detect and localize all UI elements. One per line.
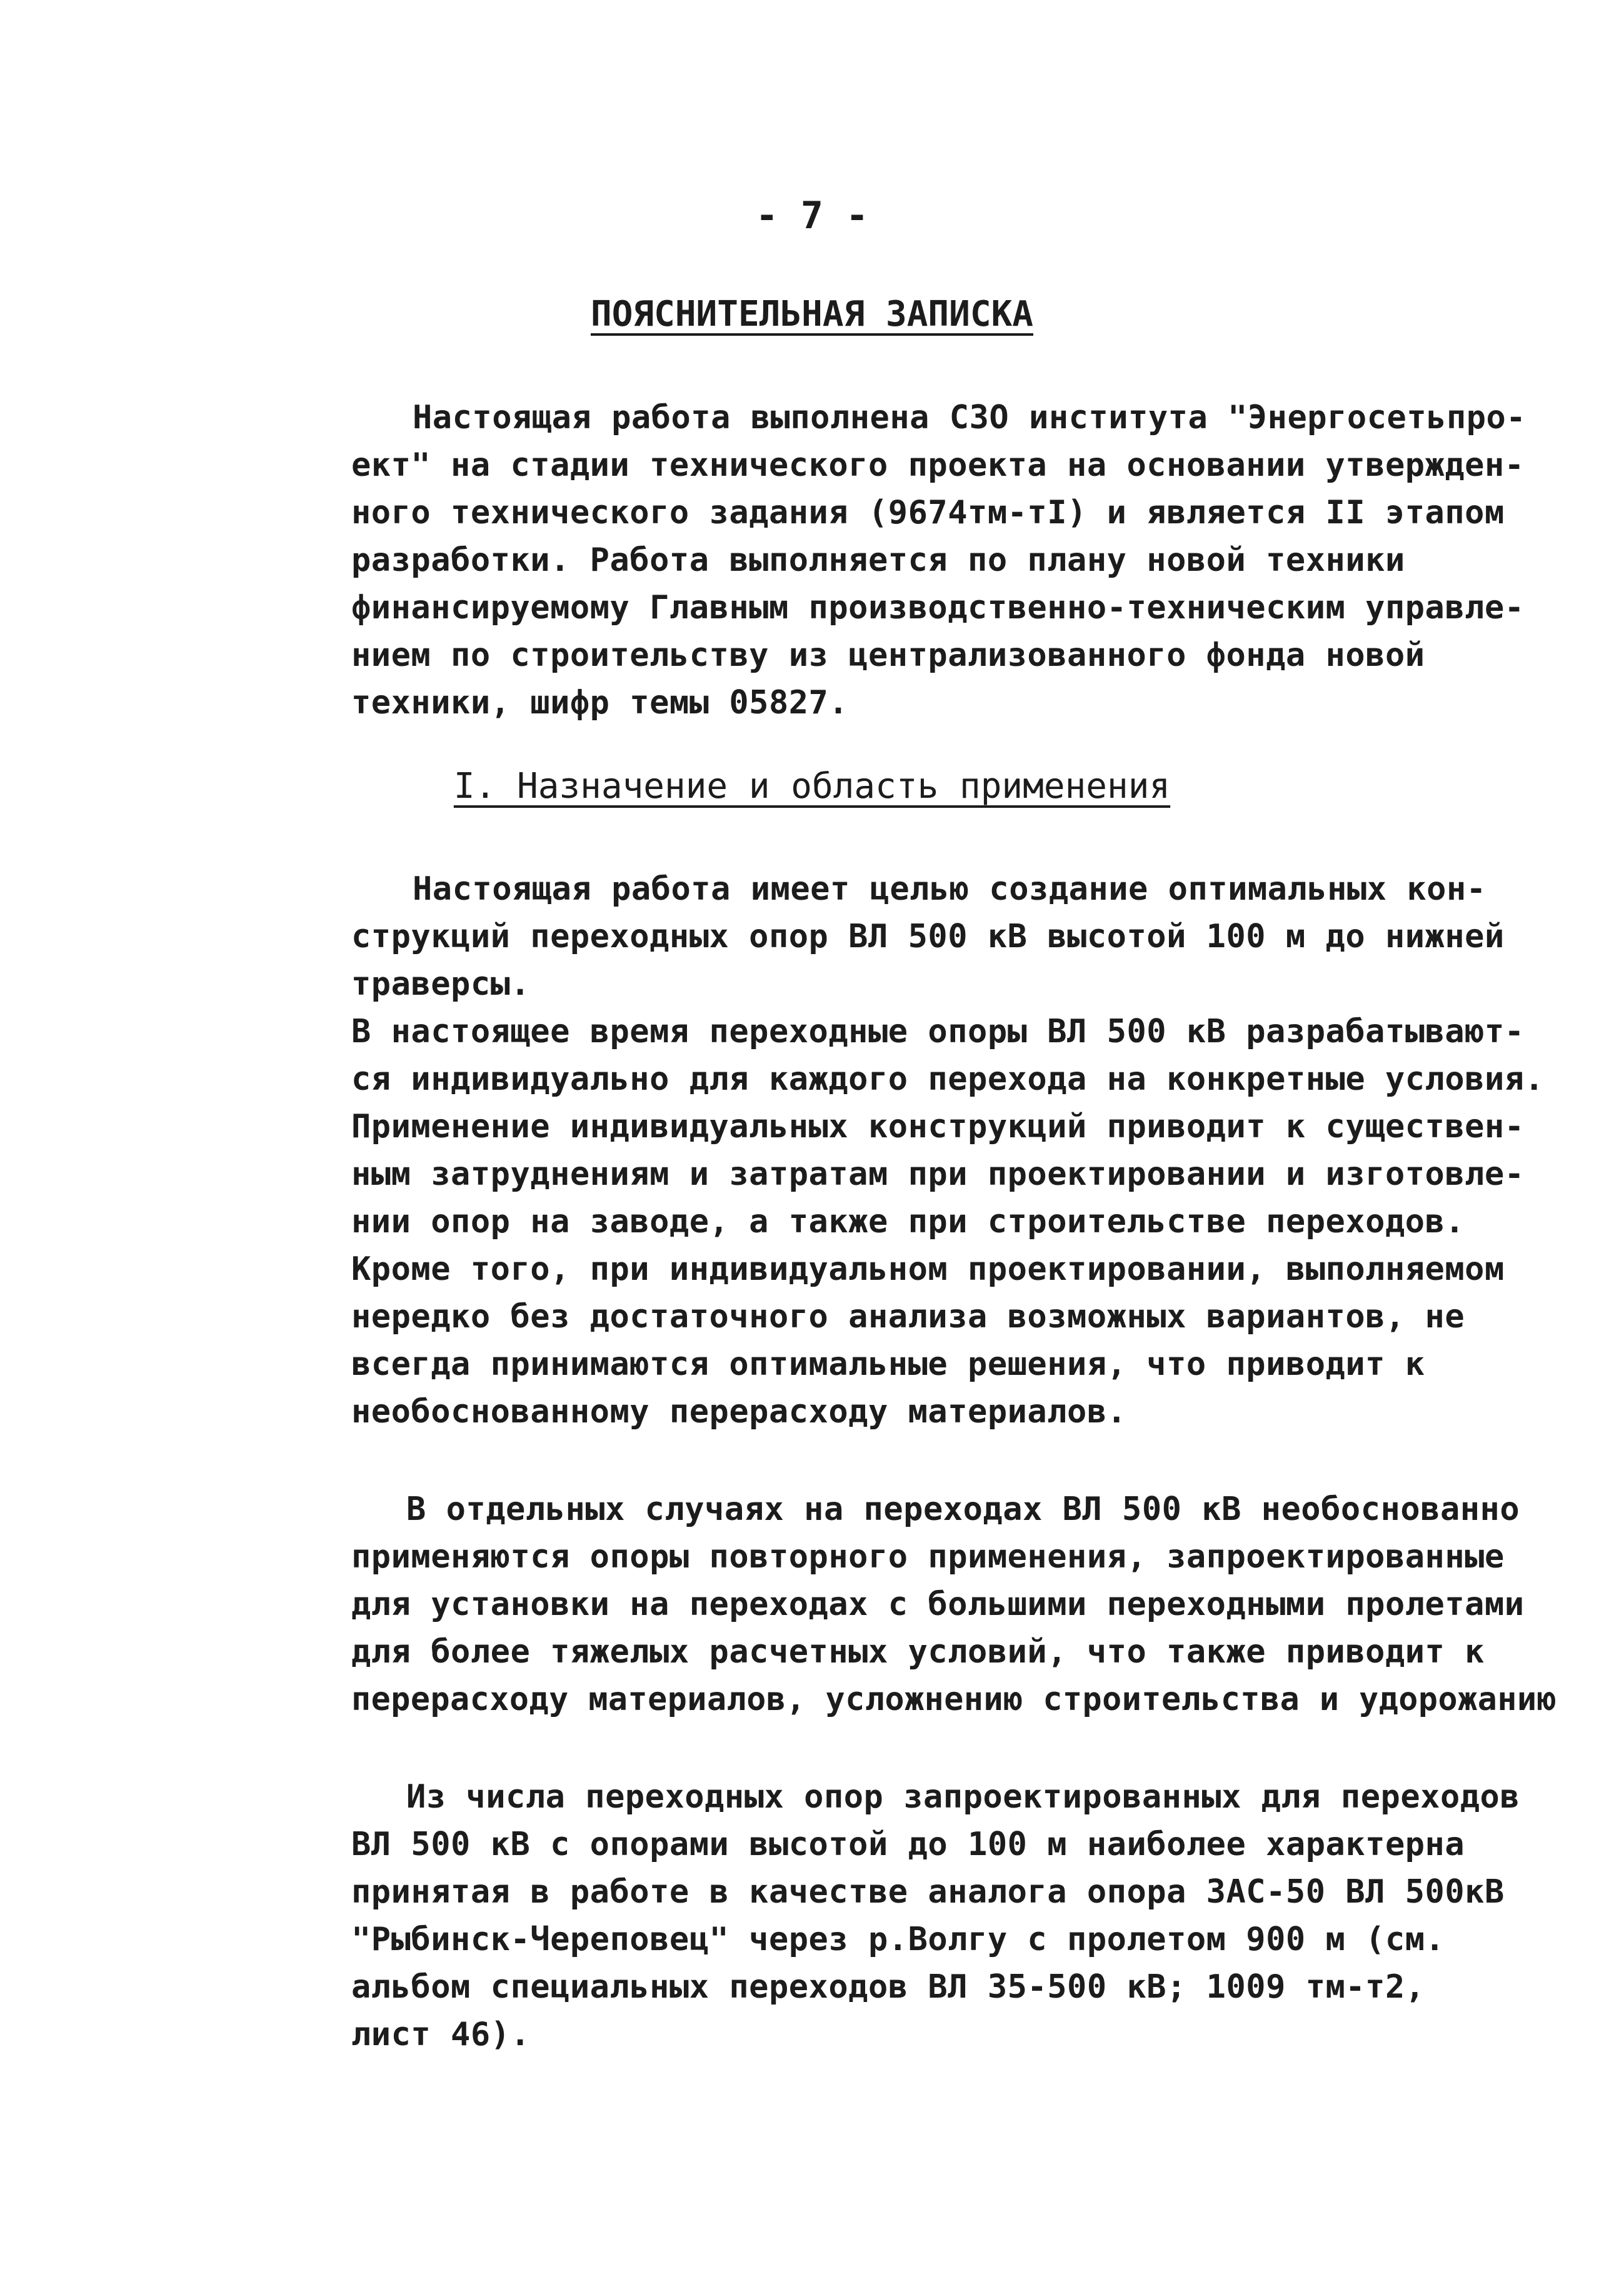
- text-line: для установки на переходах с большими переходными пролетами: [351, 1586, 1525, 1623]
- text-line: струкций переходных опор ВЛ 500 кВ высотой 100 м до нижней: [351, 918, 1505, 955]
- text-line: ект" на стадии технического проекта на основании утвержден-: [351, 446, 1525, 484]
- text-line: Кроме того, при индивидуальном проектировании, выполняемом: [351, 1250, 1505, 1288]
- section-heading: I. Назначение и область применения: [453, 766, 1171, 807]
- text-line: Из числа переходных опор запроектированных для переходов: [406, 1778, 1520, 1816]
- text-line: для более тяжелых расчетных условий, что также приводит к: [351, 1633, 1485, 1671]
- text-line: всегда принимаются оптимальные решения, что приводит к: [351, 1346, 1425, 1383]
- text-line: необоснованному перерасходу материалов.: [351, 1393, 1127, 1431]
- text-line: принятая в работе в качестве аналога опора ЗАС-50 ВЛ 500кВ: [351, 1873, 1505, 1911]
- text-line: ВЛ 500 кВ с опорами высотой до 100 м наиболее характерна: [351, 1826, 1465, 1863]
- text-line: траверсы.: [351, 965, 531, 1003]
- text-line: применяются опоры повторного применения, запроектированные: [351, 1538, 1505, 1576]
- text-line: альбом специальных переходов ВЛ 35-500 кВ; 1009 тм-т2,: [351, 1968, 1425, 2006]
- text-line: техники, шифр темы 05827.: [351, 684, 849, 722]
- page-number: - 7 -: [755, 194, 869, 238]
- text-line: перерасходу материалов, усложнению строительства и удорожанию: [351, 1681, 1557, 1718]
- text-line: нием по строительству из централизованного фонда новой: [351, 636, 1425, 674]
- text-line: ным затруднениям и затратам при проектировании и изготовле-: [351, 1155, 1525, 1193]
- text-line: лист 46).: [351, 2016, 531, 2053]
- text-line: нии опор на заводе, а также при строительстве переходов.: [351, 1203, 1465, 1240]
- text-line: Настоящая работа выполнена СЗО института "Энергосетьпро-: [413, 399, 1526, 436]
- text-line: Применение индивидуальных конструкций приводит к существен-: [351, 1108, 1525, 1145]
- text-line: финансируемому Главным производственно-техническим управле-: [351, 589, 1525, 626]
- document-title: ПОЯСНИТЕЛЬНАЯ ЗАПИСКА: [590, 294, 1033, 335]
- text-line: В отдельных случаях на переходах ВЛ 500 кВ необоснованно: [406, 1491, 1520, 1528]
- text-line: "Рыбинск-Череповец" через р.Волгу с пролетом 900 м (см.: [351, 1921, 1445, 1958]
- text-line: нередко без достаточного анализа возможных вариантов, не: [351, 1298, 1465, 1336]
- text-line: Настоящая работа имеет целью создание оптимальных кон-: [413, 870, 1486, 908]
- text-line: ного технического задания (9674тм-тI) и является II этапом: [351, 494, 1505, 531]
- text-line: ся индивидуально для каждого перехода на конкретные условия.: [351, 1060, 1545, 1098]
- text-line: разработки. Работа выполняется по плану новой техники: [351, 541, 1405, 579]
- text-line: В настоящее время переходные опоры ВЛ 500 кВ разрабатывают-: [351, 1013, 1525, 1050]
